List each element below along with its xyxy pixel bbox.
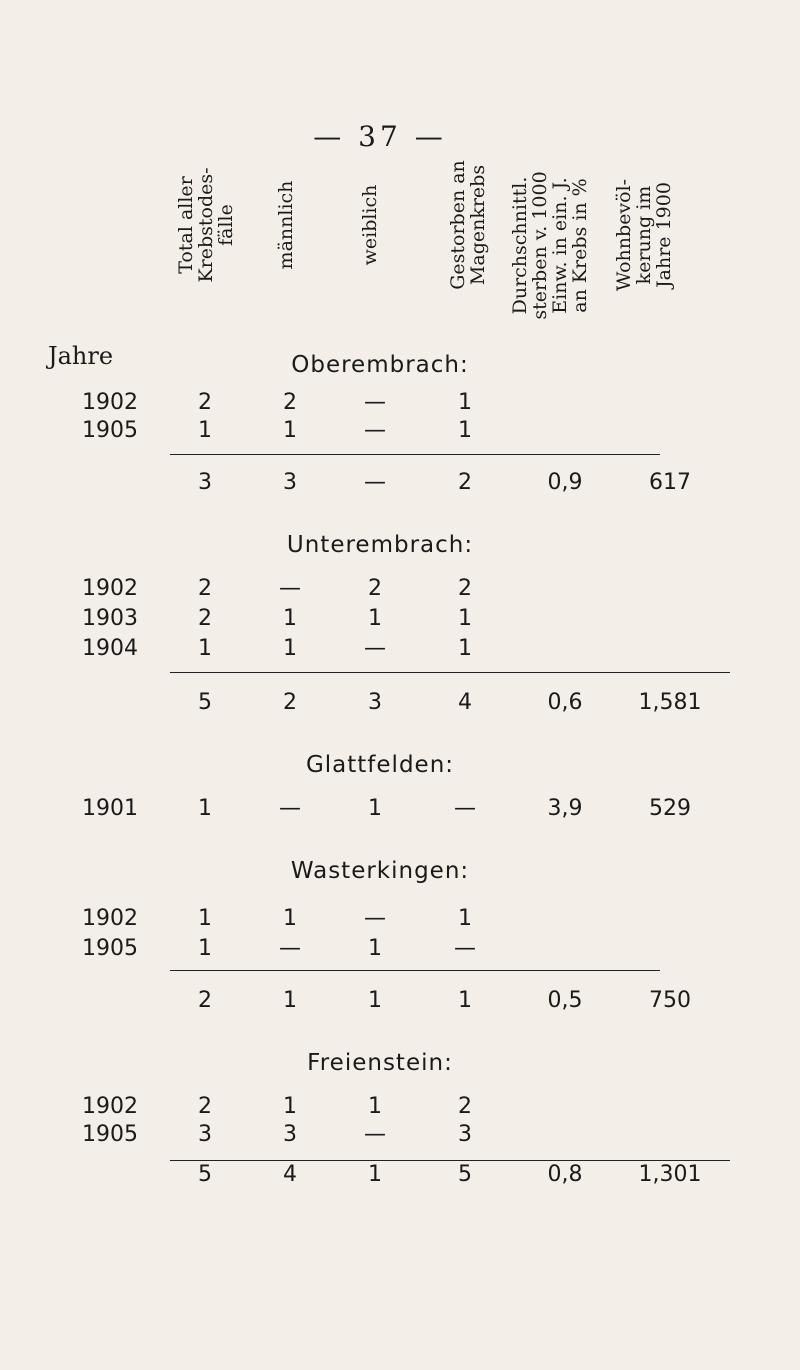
cell-durchschnitt: 0,8: [547, 1162, 583, 1187]
table-row: [0, 576, 760, 606]
header-wohnbevoelkerung: Wohnbevöl- kerung im Jahre 1900: [613, 178, 675, 292]
cell-magenkrebs: 2: [458, 470, 472, 495]
cell-year: 1905: [82, 418, 138, 443]
sum-rule: [170, 1160, 730, 1161]
cell-weiblich: 1: [368, 936, 382, 961]
cell-weiblich: 1: [368, 1162, 382, 1187]
cell-maennlich: 1: [283, 636, 297, 661]
cell-year: 1902: [82, 1094, 138, 1119]
cell-year: 1902: [82, 576, 138, 601]
sum-rule: [170, 672, 730, 673]
section-title-oberembrach: Oberembrach:: [291, 352, 469, 378]
table-row: [0, 418, 760, 448]
cell-magenkrebs: 1: [458, 988, 472, 1013]
cell-durchschnitt: 0,9: [547, 470, 583, 495]
cell-magenkrebs: 4: [458, 690, 472, 715]
sum-rule: [170, 454, 660, 455]
cell-total: 5: [198, 1162, 212, 1187]
cell-durchschnitt: 0,6: [547, 690, 583, 715]
table-row: [0, 796, 760, 826]
table-row: [0, 636, 760, 666]
cell-maennlich: 1: [283, 418, 297, 443]
cell-year: 1903: [82, 606, 138, 631]
cell-total: 3: [198, 1122, 212, 1147]
cell-maennlich: —: [279, 936, 301, 961]
cell-total: 1: [198, 636, 212, 661]
cell-magenkrebs: 1: [458, 418, 472, 443]
cell-weiblich: —: [364, 418, 386, 443]
cell-magenkrebs: 1: [458, 606, 472, 631]
cell-durchschnitt: 3,9: [547, 796, 583, 821]
total-row: [0, 988, 760, 1018]
cell-wohnbevoelkerung: 1,581: [638, 690, 702, 715]
total-row: [0, 470, 760, 500]
table-row: [0, 1094, 760, 1124]
cell-wohnbevoelkerung: 617: [649, 470, 691, 495]
cell-maennlich: 1: [283, 1094, 297, 1119]
sum-rule: [170, 970, 660, 971]
cell-maennlich: 3: [283, 1122, 297, 1147]
cell-total: 2: [198, 576, 212, 601]
header-total: Total aller Krebstodes- fälle: [175, 167, 237, 283]
cell-year: 1904: [82, 636, 138, 661]
header-jahre: Jahre: [48, 342, 114, 370]
cell-total: 2: [198, 390, 212, 415]
section-title-glattfelden: Glattfelden:: [305, 752, 455, 778]
cell-maennlich: 1: [283, 988, 297, 1013]
cell-total: 1: [198, 906, 212, 931]
cell-year: 1905: [82, 936, 138, 961]
cell-weiblich: —: [364, 906, 386, 931]
cell-maennlich: —: [279, 796, 301, 821]
section-title-unterembrach: Unterembrach:: [286, 532, 474, 558]
table-row: [0, 936, 760, 966]
header-magenkrebs: Gestorben an Magenkrebs: [447, 160, 489, 290]
cell-maennlich: 4: [283, 1162, 297, 1187]
header-maennlich: männlich: [275, 180, 297, 270]
cell-weiblich: 3: [368, 690, 382, 715]
cell-year: 1902: [82, 390, 138, 415]
header-weiblich: weiblich: [359, 184, 381, 266]
cell-total: 2: [198, 1094, 212, 1119]
cell-wohnbevoelkerung: 750: [649, 988, 691, 1013]
total-row: [0, 1162, 760, 1192]
cell-magenkrebs: 1: [458, 906, 472, 931]
cell-durchschnitt: 0,5: [547, 988, 583, 1013]
cell-maennlich: 1: [283, 606, 297, 631]
cell-total: 1: [198, 796, 212, 821]
table-row: [0, 606, 760, 636]
cell-weiblich: 2: [368, 576, 382, 601]
cell-total: 5: [198, 690, 212, 715]
cell-weiblich: —: [364, 470, 386, 495]
cell-total: 2: [198, 988, 212, 1013]
cell-maennlich: 3: [283, 470, 297, 495]
cell-magenkrebs: 3: [458, 1122, 472, 1147]
cell-total: 2: [198, 606, 212, 631]
cell-total: 3: [198, 470, 212, 495]
cell-maennlich: 2: [283, 690, 297, 715]
cell-weiblich: —: [364, 636, 386, 661]
cell-year: 1905: [82, 1122, 138, 1147]
cell-weiblich: 1: [368, 606, 382, 631]
cell-magenkrebs: 1: [458, 636, 472, 661]
section-title-wasterkingen: Wasterkingen:: [290, 858, 470, 884]
cell-magenkrebs: 1: [458, 390, 472, 415]
cell-year: 1902: [82, 906, 138, 931]
cell-magenkrebs: 2: [458, 576, 472, 601]
cell-wohnbevoelkerung: 1,301: [638, 1162, 702, 1187]
cell-total: 1: [198, 418, 212, 443]
cell-magenkrebs: 2: [458, 1094, 472, 1119]
cell-maennlich: —: [279, 576, 301, 601]
cell-weiblich: —: [364, 1122, 386, 1147]
table-row: [0, 906, 760, 936]
cell-weiblich: 1: [368, 796, 382, 821]
cell-magenkrebs: —: [454, 936, 476, 961]
table-row: [0, 1122, 760, 1152]
cell-maennlich: 2: [283, 390, 297, 415]
header-durchschnitt: Durchschnittl. sterben v. 1000 Einw. in ein. J. an Krebs in %: [509, 171, 591, 320]
total-row: [0, 690, 760, 720]
cell-magenkrebs: 5: [458, 1162, 472, 1187]
table-row: [0, 390, 760, 420]
section-title-freienstein: Freienstein:: [307, 1050, 453, 1076]
cell-weiblich: 1: [368, 1094, 382, 1119]
cell-year: 1901: [82, 796, 138, 821]
cell-weiblich: —: [364, 390, 386, 415]
page-number: — 37 —: [313, 120, 447, 153]
cell-weiblich: 1: [368, 988, 382, 1013]
cell-maennlich: 1: [283, 906, 297, 931]
cell-wohnbevoelkerung: 529: [649, 796, 691, 821]
cell-magenkrebs: —: [454, 796, 476, 821]
cell-total: 1: [198, 936, 212, 961]
